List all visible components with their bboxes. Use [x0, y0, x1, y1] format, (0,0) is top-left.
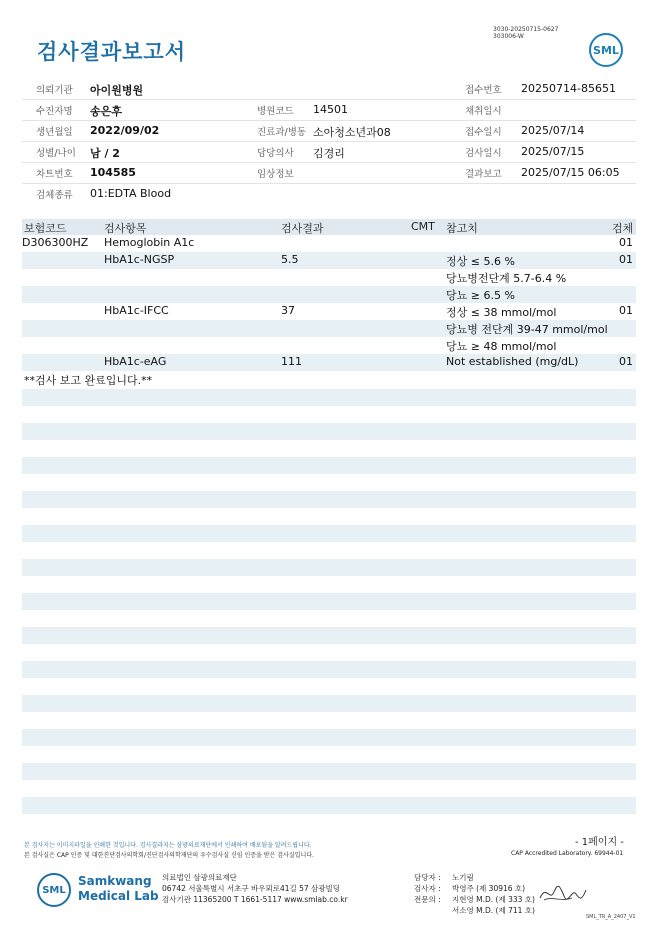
specimen-value: 01:EDTA Blood — [90, 187, 172, 200]
cell-specimen: 01 — [619, 355, 633, 368]
hospital-label: 의뢰기관 — [36, 85, 73, 96]
hospital-code-label: 병원코드 — [257, 106, 294, 117]
dept-label: 진료과/병동 — [257, 127, 307, 138]
birth-value: 2022/09/02 — [90, 124, 160, 137]
cell-result: 5.5 — [281, 253, 299, 266]
staff-list — [414, 872, 535, 916]
col-ref-header: 참고치 — [446, 222, 478, 235]
test-date-label: 검사일시 — [465, 148, 502, 159]
page-title: 검사결과보고서 — [37, 40, 187, 64]
sml-logo: SML — [37, 873, 71, 907]
empty-row — [22, 763, 636, 780]
staff-row: 담당자 : 노기림 — [414, 873, 474, 882]
cell-specimen: 01 — [619, 236, 633, 249]
col-code-header: 보험코드 — [24, 222, 67, 235]
table-row — [22, 337, 636, 354]
cell-ref: 당뇨 ≥ 48 mmol/mol — [446, 340, 557, 353]
patient-info-grid — [22, 79, 636, 204]
info-row — [22, 184, 636, 204]
sex-age-value: 남 / 2 — [90, 147, 120, 160]
cell-item: HbA1c-IFCC — [104, 304, 169, 317]
staff-row: 서소영 M.D. (제 711 호) — [452, 906, 535, 915]
staff-row: 검사자 : 박영주 (제 30916 호) — [414, 884, 526, 893]
doctor-value: 김경리 — [313, 147, 345, 160]
cell-ref: 정상 ≤ 5.6 % — [446, 255, 515, 268]
cell-specimen: 01 — [619, 304, 633, 317]
empty-row — [22, 525, 636, 542]
lab-address: 의료법인 삼광의료재단 06742 서울특별시 서초구 바우뫼로41길 57 삼광빌딩 검사기관 11365200 T 1661-5117 www.smlab.co.kr — [162, 873, 348, 904]
empty-row — [22, 695, 636, 712]
col-cmt-header: CMT — [411, 220, 435, 233]
table-body — [22, 235, 636, 388]
doctor-label: 담당의사 — [257, 148, 294, 159]
empty-row — [22, 797, 636, 814]
report-complete-note: **검사 보고 완료입니다.** — [24, 374, 153, 387]
receipt-date-label: 접수일시 — [465, 127, 502, 138]
table-row — [22, 303, 636, 320]
hospital-code-value: 14501 — [313, 103, 348, 116]
info-row — [22, 79, 636, 100]
dept-value: 소아청소년과08 — [313, 126, 391, 139]
report-date-label: 결과보고 — [465, 169, 502, 180]
collect-date-label: 채취일시 — [465, 106, 502, 117]
info-row — [22, 142, 636, 163]
cell-item: Hemoglobin A1c — [104, 236, 195, 249]
info-row — [22, 100, 636, 121]
empty-row — [22, 423, 636, 440]
cell-ref: 당뇨병전단계 5.7-6.4 % — [446, 272, 567, 285]
clinical-label: 임상정보 — [257, 169, 294, 180]
name-value: 송은후 — [90, 105, 122, 118]
empty-row — [22, 559, 636, 576]
empty-row — [22, 661, 636, 678]
receipt-no-label: 접수번호 — [465, 85, 502, 96]
sml-logo: SML — [589, 33, 623, 67]
staff-row: 전문의 : 지현영 M.D. (제 333 호) — [414, 895, 535, 904]
empty-row — [22, 593, 636, 610]
empty-row — [22, 457, 636, 474]
cell-result: 111 — [281, 355, 302, 368]
page-number: - 1페이지 - — [575, 837, 624, 848]
signature-image — [538, 880, 588, 906]
info-row — [22, 121, 636, 142]
cell-ref: Not established (mg/dL) — [446, 355, 579, 368]
results-table — [22, 219, 636, 388]
chart-no-label: 차트번호 — [36, 169, 73, 180]
sex-age-label: 성별/나이 — [36, 148, 76, 159]
form-code: SML_TR_A_2407_V1 — [586, 914, 636, 920]
table-row — [22, 235, 636, 252]
cell-ref: 당뇨병 전단계 39-47 mmol/mol — [446, 323, 608, 336]
table-row — [22, 320, 636, 337]
hospital-value: 아이원병원 — [90, 84, 144, 97]
table-row — [22, 252, 636, 269]
empty-row — [22, 491, 636, 508]
cell-item: HbA1c-eAG — [104, 355, 167, 368]
specimen-label: 검체종류 — [36, 190, 73, 201]
cell-item: HbA1c-NGSP — [104, 253, 175, 266]
col-item-header: 검사항목 — [104, 222, 147, 235]
table-row — [22, 269, 636, 286]
print-notice: 본 검사지는 이미지파일을 인쇄한 것입니다. 검사결과지는 삼광의료재단에서 인쇄하여 배포됨을 알려드립니다. — [24, 842, 312, 849]
receipt-date-value: 2025/07/14 — [521, 124, 585, 137]
table-header — [22, 219, 636, 235]
col-specimen-header: 검체 — [612, 222, 634, 235]
table-row — [22, 286, 636, 303]
col-result-header: 검사결과 — [281, 222, 324, 235]
info-row — [22, 163, 636, 184]
empty-row — [22, 729, 636, 746]
birth-label: 생년월일 — [36, 127, 73, 138]
receipt-no-value: 20250714-85651 — [521, 82, 616, 95]
cell-code: D306300HZ — [22, 236, 89, 249]
table-row — [22, 371, 636, 388]
test-date-value: 2025/07/15 — [521, 145, 585, 158]
cell-specimen: 01 — [619, 253, 633, 266]
cap-accreditation: CAP Accredited Laboratory. 69944-01 — [511, 850, 624, 857]
chart-no-value: 104585 — [90, 166, 136, 179]
table-row — [22, 354, 636, 371]
accreditation-notice: 본 검사실은 CAP 인증 및 대한진단검사의학회/진단검사의학재단의 우수검사실 신임 인증을 받은 검사실입니다. — [24, 852, 314, 859]
empty-row — [22, 389, 636, 406]
brand-name: Samkwang Medical Lab — [78, 874, 159, 903]
report-date-value: 2025/07/15 06:05 — [521, 166, 620, 179]
document-id: 3030-20250715-0627 303006-W — [493, 26, 559, 40]
empty-row — [22, 627, 636, 644]
cell-ref: 당뇨 ≥ 6.5 % — [446, 289, 515, 302]
cell-ref: 정상 ≤ 38 mmol/mol — [446, 306, 557, 319]
name-label: 수진자명 — [36, 106, 73, 117]
cell-result: 37 — [281, 304, 295, 317]
empty-row-stripes — [22, 389, 636, 831]
